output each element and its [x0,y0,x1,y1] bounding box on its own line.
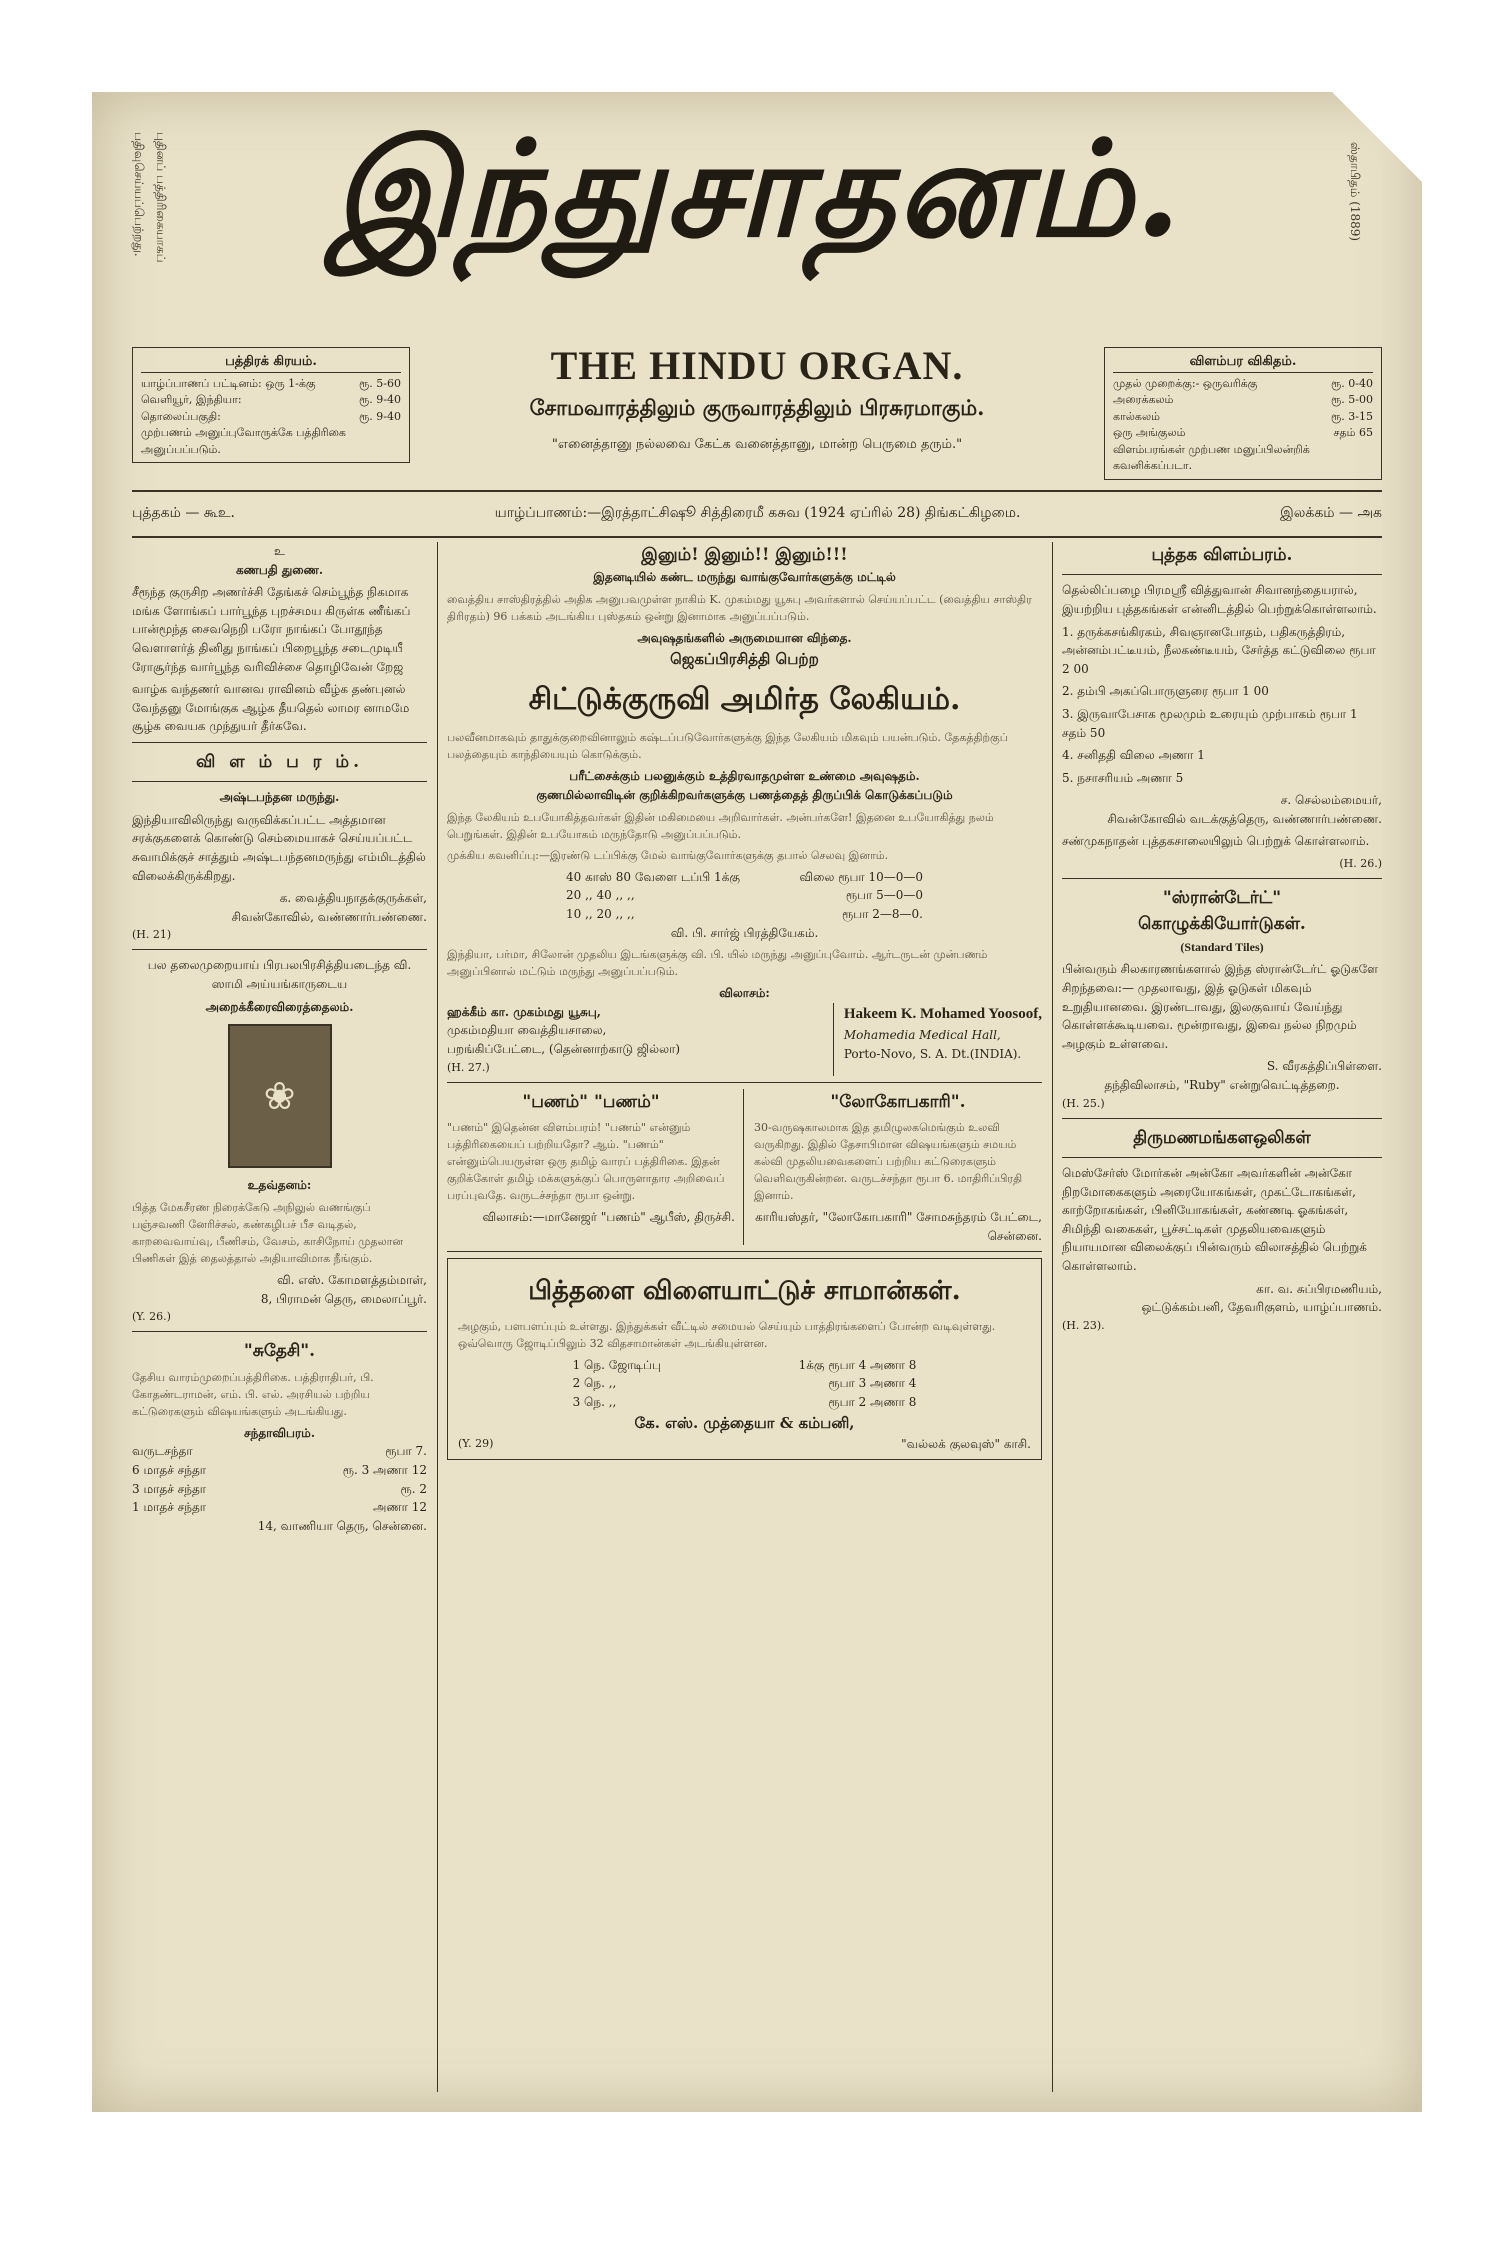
wonder-line: அவுஷதங்களில் அருமையான விந்தை. [637,631,852,646]
address-line: ஹக்கீம் கா. முகம்மது யூசுபு, [447,1004,601,1019]
wedding-title: திருமணமங்களஒலிகள் [1133,1127,1311,1148]
row-value: ரூ. 9-40 [358,393,401,406]
price-row [573,1356,917,1375]
row-value: ரூ. 5-60 [358,376,401,390]
guarantee-line-1: பரீட்சைக்கும் பலனுக்கும் உத்திரவாதமுள்ள உண்மை அவுஷதம். [569,769,920,784]
rate-row [132,1442,427,1461]
address-line: முகம்மதியா வைத்தியசாலை, [447,1023,607,1038]
row-value: சதம் 65 [1333,426,1373,439]
tonic-bottle-emblem: ❀ [228,1024,332,1168]
rate-row [132,1461,427,1480]
row-value: ரூ. 3-15 [1330,409,1373,423]
rule [132,742,427,743]
price-qty: 20 ,, 40 ,, ,, [566,888,635,903]
advert-rates-heading: விளம்பர விகிதம். [1113,352,1373,373]
volume-label: புத்தகம் — கூஉ. [132,505,235,521]
row-label: முதல் முறைக்கு:- ஒருவரிக்கு [1113,376,1258,390]
address-line: Porto-Novo, S. A. Dt.(INDIA). [843,1046,1022,1061]
row-value: ரூ. 2 [400,1481,427,1496]
right-vertical-note: ஸ்தாபிதம் (1889) [1348,142,1362,242]
ad1-place: சிவன்கோவில், வண்ணார்பண்ணை. [231,909,427,924]
ad3-body: தேசிய வாரம்முறைப்பத்திரிகை. பத்திராதிபர், பி. கோதண்டராமன், எம். பி. எல். அரசியல் பற்றிய கட்டுரைகளும் விஷயங்களும் அடங்கியது. [132,1370,374,1418]
newspaper-sheet [92,92,1422,2112]
rule [1062,574,1382,575]
price-value: ரூபா 2 அணா 8 [828,1395,917,1410]
price-value: விலை ரூபா 10—0—0 [799,869,923,884]
panam-body: "பணம்" இதென்ன விளம்பரம்! "பணம்" என்னும் பத்திரிகையைப் பற்றியதோ? ஆம். "பணம்" என்னும்பெயருள்ள ஒரு தமிழ் வாரப் பத்திரிகை. இதன் குறிக்கோள் தமிழ் மக்களுக்குப் பொருளாதார அறிவைப் பரப்புவதே. வருடச்சந்தா ரூபா ஒன்று. [447,1121,725,1203]
wedding-body: மெஸ்சேர்ஸ் மோர்கன் அன்கோ அவர்களின் அன்கோ நிறமோகைகளும் அரையோகங்கள், முகட்டோகங்கள், காற்றோகங்கள், பினியோகங்கள், கண்ணடி ஓகங்கள், சிமிந்தி வகைகள், பூச்சட்டிகள் முதலியவைகளும் நியாயமான விலைக்குப் பின்வரும் விலாசத்தில் பெற்றுக் கொள்ளலாம். [1062,1165,1367,1273]
rule [132,781,427,782]
price-item: 3 நெ. ,, [572,1395,617,1410]
column-divider [437,542,438,2092]
english-title: THE HINDU ORGAN. [550,343,964,388]
product-title: சிட்டுக்குருவி அமிர்த லேகியம். [528,681,961,717]
ad3-address: 14, வாணியா தெரு, சென்னை. [257,1518,427,1533]
toys-footer [458,1435,1031,1454]
subscription-row [141,376,401,393]
row-value: ரூபா 7. [385,1444,427,1459]
tiles-sign: S. வீரகத்திப்பிள்ளை. [1266,1059,1382,1074]
vp-line: வி. பி. சார்ஜ் பிரத்தியேகம். [670,925,819,940]
price-value: ரூபா 2—8—0. [842,906,923,921]
price-row [573,1374,917,1393]
row-label: 1 மாதச் சந்தா [132,1500,207,1515]
vilambaram-heading: வி ள ம் ப ர ம். [196,751,363,772]
column-right [1062,542,1382,2092]
rule [132,1331,427,1332]
rule [1062,1157,1382,1158]
rate-row [1113,392,1373,409]
row-label: 3 மாதச் சந்தா [132,1481,207,1496]
price-value: ரூபா 5—0—0 [845,888,923,903]
subscription-box [132,347,410,463]
left-vertical-note-1: பதிவுசெய்யப்பெற்றது. [132,132,146,257]
free-offer-sub: இதனடியில் கண்ட மருந்து வாங்குவோர்களுக்கு மட்டில் [593,570,896,585]
toys-sign: கே. எஸ். முத்தையா & கம்பனி, [634,1413,855,1432]
rate-row [1113,409,1373,426]
rate-row [132,1498,427,1517]
subtitle: சோமவாரத்திலும் குருவாரத்திலும் பிரசுரமாகும். [529,395,985,420]
subscription-note: முற்பணம் அனுப்புவோருக்கே பத்திரிகை அனுப்பப்படும். [141,426,346,456]
lokopakari-body: 30-வருஷகாலமாக இத தமிழுலகமெங்கும் உலவி வருகிறது. இதில் தேசாபிமான விஷயங்களும் சமயம் கல்வி முதலியவைகளைப் பற்றிய கட்டுரைகளும் வெளிவருகின்றன. வருடச்சந்தா ரூபா 6. மாதிரிப்பிரதி இனாம். [754,1121,1023,1203]
wedding-sign: கா. வ. சுப்பிரமணியம், [1256,1281,1382,1296]
tiles-title-2: கொழுக்கியோர்டுகள். [1138,914,1306,935]
rule [1062,878,1382,879]
address-ref: (H. 27.) [447,1060,490,1074]
toys-place: "வல்லக் குலவுஸ்" காசி. [901,1436,1031,1451]
toys-body: அழகும், பளபளப்பும் உள்ளது. இந்துக்கள் வீட்டில் சமையல் செய்யும் பாத்திரங்களைப் போன்ற வடிவுள்ளது. ஒவ்வொரு ஜோடிப்பிலும் 32 விதசாமான்கள் அடங்கியுள்ளன. [458,1319,996,1350]
book-item: 2. தம்பி அகப்பொருளுரை ரூபா 1 00 [1062,684,1269,699]
book-item: 5. நசாசரியம் அணா 5 [1062,770,1184,785]
column-left [132,542,427,2092]
lokopakari-title: "லோகோபகாரி". [830,1091,966,1112]
price-value: ரூபா 3 அணா 4 [828,1376,917,1391]
subscription-row [141,409,401,426]
masthead-title: இந்துசாதனம். [331,112,1183,267]
guarantee-body: இந்த லேகியம் உபயோகித்தவர்கள் இதின் மகிமையை அறிவார்கள். அன்பர்களே! இதனை உபயோகித்து நலம் பெறுங்கள். இதின் உபயோகம் மருந்தோடு அனுப்பப்படும். [447,810,994,841]
ad3-rates-head: சந்தாவிபரம். [243,1425,316,1440]
ad2-intro: பல தலைமுறையாய் பிரபலபிரசித்தியடைந்த வி. ஸாமி அய்யங்காருடைய [147,958,412,992]
tiles-place: தந்திவிலாசம், "Ruby" என்றுவெட்டித்தறை. [1104,1077,1340,1092]
toys-price-table [573,1356,917,1412]
price-table [566,868,923,924]
price-row [566,905,923,924]
famous-line: ஜெகப்பிரசித்தி பெற்ற [670,649,819,668]
dateline [132,490,1382,538]
row-label: ஒரு அங்குலம் [1113,426,1186,439]
price-row [566,886,923,905]
place-date: யாழ்ப்பாணம்:—இரத்தாட்சிஷூ சித்திரைமீ கசுவ (1924 ஏப்ரில் 28) திங்கட்கிழமை. [494,505,1021,521]
advert-rates-box [1104,347,1382,480]
row-label: வெளியூர், இந்தியா: [141,393,242,406]
masthead [92,112,1422,284]
address-tamil [447,1003,680,1076]
rate-row [1113,425,1373,442]
address-line: Mohamedia Medical Hall, [843,1028,1001,1043]
price-qty: 10 ,, 20 ,, ,, [566,906,635,921]
book-sign: ச. செல்லம்மையர், [1280,793,1382,808]
verse-1: சீரூந்த குருசிற அணர்ச்சி தேங்கச் செம்பூந்த நிகமாக மங்க ளோங்கப் பார்பூந்த புறச்சமய கிருள்க ணீங்கப் பான்மூந்த சைவநெறி பரோ நாங்கப் போதூந்த வெளாளர்த் தினிது நாங்கப் பிறைபூந்த சடைமுடியீ ரோசூர்ந்த வார்பூந்த வரிவிச்சை தொழிவேன் றேஜ [132,585,411,674]
row-label: யாழ்ப்பாணப் பட்டினம்: ஒரு 1-க்கு [141,376,316,390]
wedding-ref: (H. 23). [1062,1318,1105,1332]
price-item: 1 நெ. ஜோடிப்பு [572,1357,661,1372]
row-label: கால்கலம் [1113,409,1160,423]
panam-title: "பணம்" "பணம்" [522,1091,660,1112]
row-label: அரைக்கலம் [1113,393,1174,406]
rule [1062,1118,1382,1119]
row-value: ரூ. 0-40 [1330,376,1373,390]
book-item: 1. தருக்கசங்கிரகம், சிவஞானபோதம், பதிகருத்திரம், அன்னம்பட்டீயம், நீலகண்டீயம், சேர்த்த கட்டுவிலை ரூபா 2 00 [1062,624,1376,676]
rule [132,949,427,950]
row-label: தொலைப்பகுதி: [141,409,221,423]
price-row [566,868,923,887]
subscription-heading: பத்திரக் கிரயம். [141,352,401,373]
free-offer-body: வைத்திய சாஸ்திரத்தில் அதிக அனுபவமுள்ள நாகிம் K. முகம்மது யூசுபு அவர்களால் செய்யப்பட்ட (வைத்திய சாஸ்திர திரிரதம்) 96 பக்கம் அடங்கிய புஸ்தகம் ஒன்று இனாமாக அனுப்பப்படும். [447,592,1032,623]
panam-ad [447,1089,744,1246]
tiles-ref: (H. 25.) [1062,1096,1105,1110]
ad2-sign: வி. எஸ். கோமளத்தம்மாள், [277,1273,427,1288]
price-qty: 40 காஸ் 80 வேளை டப்பி 1க்கு [566,869,740,884]
ad2-body: பித்த மேகசீரண நிரைக்கேடு அநிலுல் வணங்குப் பஞ்சவணி னேரிச்சல், கண்கழிபச் பீச வடிதல், காறவைவாய்வு, பீணிசம், வேசம், காசிநோய் முதலான பிணிகள் இத் தைலத்தால் அதியாவிமாக நீங்கும். [132,1200,404,1265]
left-vertical-note-2: புதினப் பத்திரிகையாகப் [154,132,168,263]
vp-body: இந்தியா, பர்மா, சிலோன் முதலிய இடங்களுக்கு வி. பி. யில் மருந்து அனுப்புவோம். ஆர்டருடன் முன்பணம் அனுப்பினால் மட்டும் மருந்து அனுப்பப்படும். [447,948,988,979]
rule [447,1251,1042,1252]
rate-row [132,1480,427,1499]
row-value: ரூ. 3 அணா 12 [342,1462,427,1477]
invocation: உ [274,544,285,558]
tiles-english: (Standard Tiles) [1180,939,1264,954]
price-note: முக்கிய கவனிப்பு:—இரண்டு டப்பிக்கு மேல் வாங்குவோர்களுக்கு தபால் செலவு இனாம். [447,848,889,862]
address-block [447,1003,1042,1076]
deity-line: கணபதி துணை. [235,562,324,577]
price-value: 1க்கு ரூபா 4 அணா 8 [798,1357,917,1372]
issue-label: இலக்கம் — அக [1280,505,1382,521]
advert-rates-note: விளம்பரங்கள் முற்பண மனுப்பிலன்றிக் கவனிக்கப்படா. [1113,442,1310,472]
toys-ad [447,1258,1042,1460]
book-place: சிவன்கோவில் வடக்குத்தெரு, வண்ணார்பண்ணை. [1107,811,1382,826]
ad1-sign: க. வைத்தியநாதக்குருக்கள், [279,891,427,906]
book-ad-heading: புத்தக விளம்பரம். [1151,545,1293,565]
price-row [573,1393,917,1412]
ad2-uses: உதவ்தனம்: [247,1178,312,1193]
book-ad-intro: தெல்லிப்பழை பிரமஸ்ரீ வித்துவான் சிவானந்தையரால், இயற்றிய புத்தகங்கள் என்னிடத்தில் பெற்றுக்கொள்ளலாம். [1062,583,1377,616]
ad3-title: "சுதேசி". [243,1341,316,1362]
panam-address: விலாசம்:—மானேஜர் "பணம்" ஆபீஸ், திருச்சி. [482,1210,735,1225]
toys-ref: (Y. 29) [458,1436,494,1450]
ad1-ref: (H. 21) [132,928,172,942]
address-line: Hakeem K. Mohamed Yoosoof, [843,1005,1042,1022]
motto: "எனைத்தானு நல்லவை கேட்க வனைத்தானு, மான்ற பெருமை தரும்." [551,437,963,452]
ad2-title: அறைக்கீரைவிரைத்தைலம். [205,999,354,1014]
product-body: பலவீனமாகவும் தாதுக்குறைவினாலும் கஷ்டப்படுவோர்களுக்கு இந்த லேகியம் மிகவும் பயன்படும். தேகத்திற்குப் பலத்தையும் காந்தியையும் கொடுக்கும். [447,731,1008,762]
ad1-title: அஷ்டபந்தன மருந்து. [219,790,340,805]
row-value: ரூ. 9-40 [358,409,401,423]
tiles-title: "ஸ்ரான்டேர்ட்" [1162,888,1282,909]
address-english [833,1003,1042,1076]
guarantee-line-2: குணமில்லாவிடின் குறிக்கிறவர்களுக்கு பணத்தைத் திருப்பிக் கொடுக்கப்படும் [536,788,953,803]
address-head: விலாசம்: [719,986,770,1001]
verse-2: வாழ்க வந்தணர் வானவ ராவினம் வீழ்க தண்புனல் வேந்தனு மோங்குக ஆழ்க தீயதெல் லாமர னாமமே சூழ்க வையக முந்துயர் தீர்கவே. [132,682,410,734]
price-item: 2 நெ. ,, [572,1376,617,1391]
address-line: பறங்கிப்பேட்டை, (தென்னாற்காடு ஜில்லா) [447,1042,680,1057]
toys-title: பித்தளை விளையாட்டுச் சாமான்கள். [528,1276,961,1307]
book-ref: (H. 26.) [1339,857,1382,871]
tiles-body: பின்வரும் சிலகாரணங்களால் இந்த ஸ்ரான்டேர்ட் ஓடுகளே சிறந்தவை:— முதலாவது, இத் ஓடுகள் மிகவும் உறுதியானவை. இரண்டாவது, இலகுவாய் வேய்ந்து கொள்ளக்கூடியவை. மூன்றாவது, இவை நல்ல நிறமும் அழகும் உள்ளவை. [1062,962,1378,1051]
column-divider [1052,542,1053,2092]
row-value: அணா 12 [373,1500,427,1515]
wedding-address: ஒட்டுக்கம்பனி, தேவரிகுளம், யாழ்ப்பாணம். [1141,1300,1382,1315]
row-label: வருடசந்தா [132,1444,193,1459]
lokopakari-sign: காரியஸ்தர், "லோகோபகாரி" சோமசுந்தரம் பேட்டை, சென்னை. [755,1210,1042,1243]
lokopakari-ad [754,1089,1042,1246]
ad1-body: இந்தியாவிலிருந்து வருவிக்கப்பட்ட அத்தமான சரக்குகளைக் கொண்டு செம்மையாகச் செய்யப்பட்ட சுவாமிக்குச் சாத்தும் அஷ்டபந்தனமருந்து எம்மிடத்தில் விலைக்கிருக்கிறது. [132,812,426,883]
two-ads-row [447,1089,1042,1246]
free-offer-heading: இனும்! இனும்!! இனும்!!! [641,545,848,565]
ad2-place: 8, பிராமன் தெரு, மைலாப்பூர். [260,1291,427,1306]
row-value: ரூ. 5-00 [1330,393,1373,406]
rule [447,1082,1042,1083]
book-item: 3. இருவாபேசாக மூலமும் உரையும் முற்பாகம் ரூபா 1 சதம் 50 [1062,706,1358,740]
row-label: 6 மாதச் சந்தா [132,1462,207,1477]
column-center [447,542,1042,2092]
book-item: 4. சனிததி விலை அணா 1 [1062,748,1205,763]
book-note: சண்முகநாதன் புத்தகசாலையிலும் பெற்றுக் கொள்ளலாம். [1062,834,1370,849]
rate-row [1113,376,1373,393]
subscription-row [141,392,401,409]
ad2-ref: (Y. 26.) [132,1310,171,1324]
